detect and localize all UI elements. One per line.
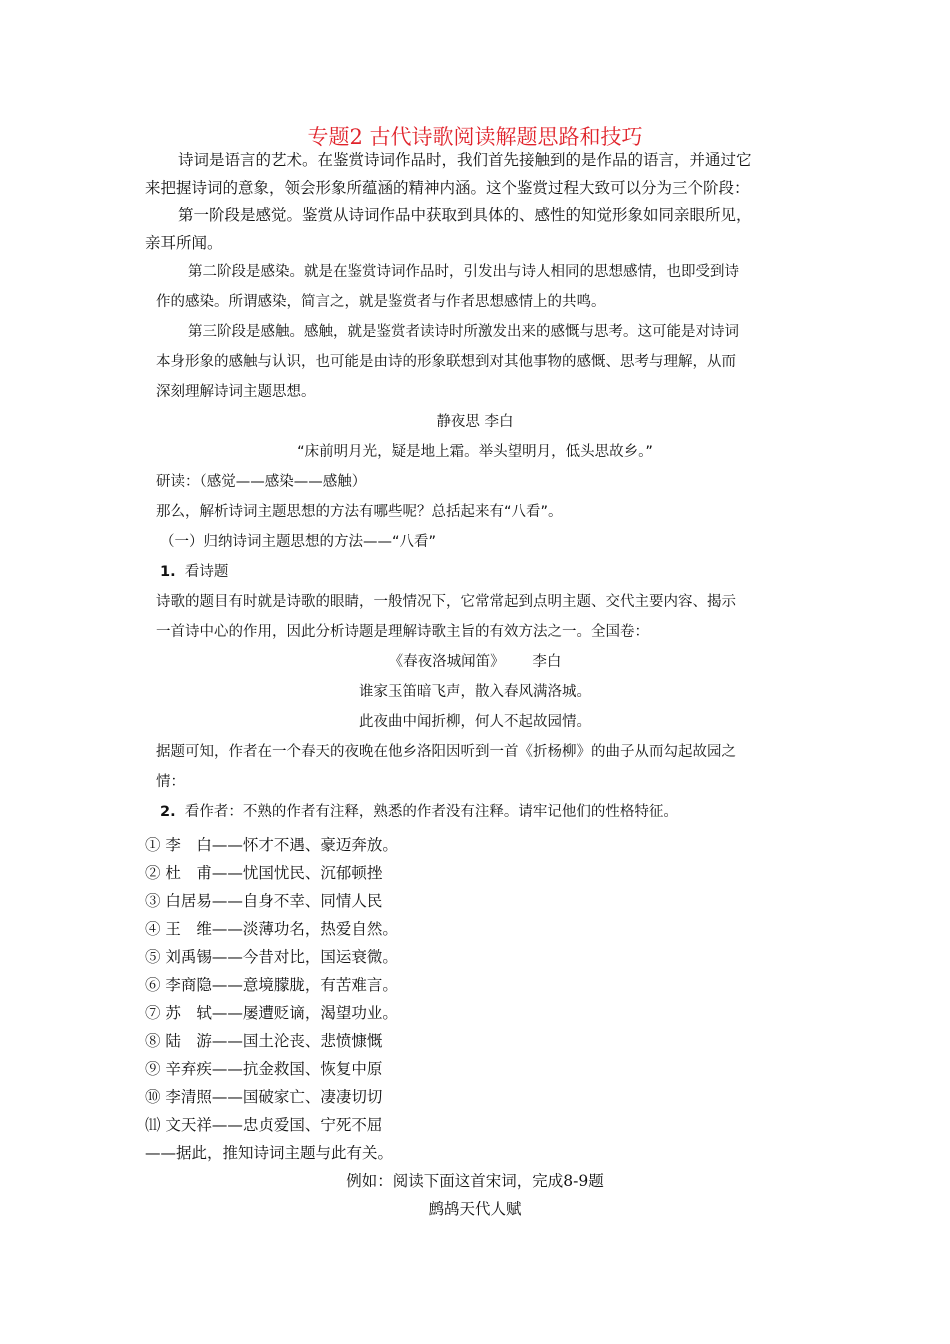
stage2-line-1: 第二阶段是感染。就是在鉴赏诗词作品时，引发出与诗人相同的思想感情，也即受到诗 <box>188 264 739 280</box>
point2-text: 看作者：不熟的作者有注释，熟悉的作者没有注释。请牢记他们的性格特征。 <box>184 804 678 820</box>
author-item: ⑧ 陆 游——国土沦丧、悲愤慷慨 <box>145 1032 383 1050</box>
stage3-line-3: 深刻理解诗词主题思想。 <box>156 384 316 400</box>
intro-line-2: 来把握诗词的意象，领会形象所蕴涵的精神内涵。这个鉴赏过程大致可以分为三个阶段： <box>145 179 750 197</box>
author-item: ⑥ 李商隐——意境朦胧，有苦难言。 <box>145 976 398 994</box>
point2-number: 2. <box>160 804 176 820</box>
author-item: ② 杜 甫——忧国忧民、沉郁顿挫 <box>145 864 383 882</box>
poem1-heading: 静夜思 李白 <box>436 414 514 430</box>
page-title: 专题2 古代诗歌阅读解题思路和技巧 <box>307 125 643 149</box>
point1-line-2: 一首诗中心的作用，因此分析诗题是理解诗歌主旨的有效方法之一。全国卷： <box>156 624 649 640</box>
stage1-line-2: 亲耳所闻。 <box>145 234 223 252</box>
conclusion-line: ——据此，推知诗词主题与此有关。 <box>145 1144 394 1162</box>
author-item: ⑾ 文天祥——忠贞爱国、宁死不屈 <box>145 1116 383 1134</box>
stage3-line-2: 本身形象的感触与认识，也可能是由诗的形象联想到对其他事物的感慨、思考与理解，从而 <box>156 354 736 370</box>
author-item: ⑦ 苏 轼——屡遭贬谪，渴望功业。 <box>145 1004 398 1022</box>
study-line: 研读：（感觉——感染——感触） <box>156 474 367 490</box>
analysis-line-1: 据题可知，作者在一个春天的夜晚在他乡洛阳因听到一首《折杨柳》的曲子从而勾起故园之 <box>156 744 736 760</box>
poem2-line-1: 谁家玉笛暗飞声，散入春风满洛城。 <box>359 684 591 700</box>
author-item: ⑨ 辛弃疾——抗金救国、恢复中原 <box>145 1060 383 1078</box>
point1-line-1: 诗歌的题目有时就是诗歌的眼睛，一般情况下，它常常起到点明主题、交代主要内容、揭示 <box>156 594 736 610</box>
analysis-line-2: 情： <box>156 774 185 790</box>
point1-number: 1. <box>160 564 176 580</box>
section-heading: （一）归纳诗词主题思想的方法——“八看” <box>160 534 437 550</box>
point1-heading <box>160 562 228 582</box>
author-item: ⑤ 刘禹锡——今昔对比，国运衰微。 <box>145 948 398 966</box>
poem1-text: “床前明月光，疑是地上霜。举头望明月，低头思故乡。” <box>297 444 653 460</box>
author-item: ③ 白居易——自身不幸、同情人民 <box>145 892 383 910</box>
author-item: ① 李 白——怀才不遇、豪迈奔放。 <box>145 836 398 854</box>
stage3-line-1: 第三阶段是感触。感触，就是鉴赏者读诗时所激发出来的感慨与思考。这可能是对诗词 <box>188 324 739 340</box>
poem3-heading: 鹧鸪天代人赋 <box>428 1200 522 1218</box>
point2-line <box>160 802 678 822</box>
poem2-heading: 《春夜洛城闻笛》 李白 <box>388 654 562 670</box>
author-item: ⑩ 李清照——国破家亡、凄凄切切 <box>145 1088 383 1106</box>
poem2-line-2: 此夜曲中闻折柳，何人不起故园情。 <box>359 714 591 730</box>
stage2-line-2: 作的感染。所谓感染，简言之，就是鉴赏者与作者思想感情上的共鸣。 <box>156 294 606 310</box>
author-item: ④ 王 维——淡薄功名，热爱自然。 <box>145 920 398 938</box>
stage1-line-1: 第一阶段是感觉。鉴赏从诗词作品中获取到具体的、感性的知觉形象如同亲眼所见， <box>178 206 752 224</box>
example-line: 例如：阅读下面这首宋词，完成8-9题 <box>346 1172 604 1190</box>
question-line: 那么，解析诗词主题思想的方法有哪些呢？总括起来有“八看”。 <box>156 504 563 520</box>
intro-line-1: 诗词是语言的艺术。在鉴赏诗词作品时，我们首先接触到的是作品的语言，并通过它 <box>178 151 752 169</box>
point1-label: 看诗题 <box>184 564 229 580</box>
